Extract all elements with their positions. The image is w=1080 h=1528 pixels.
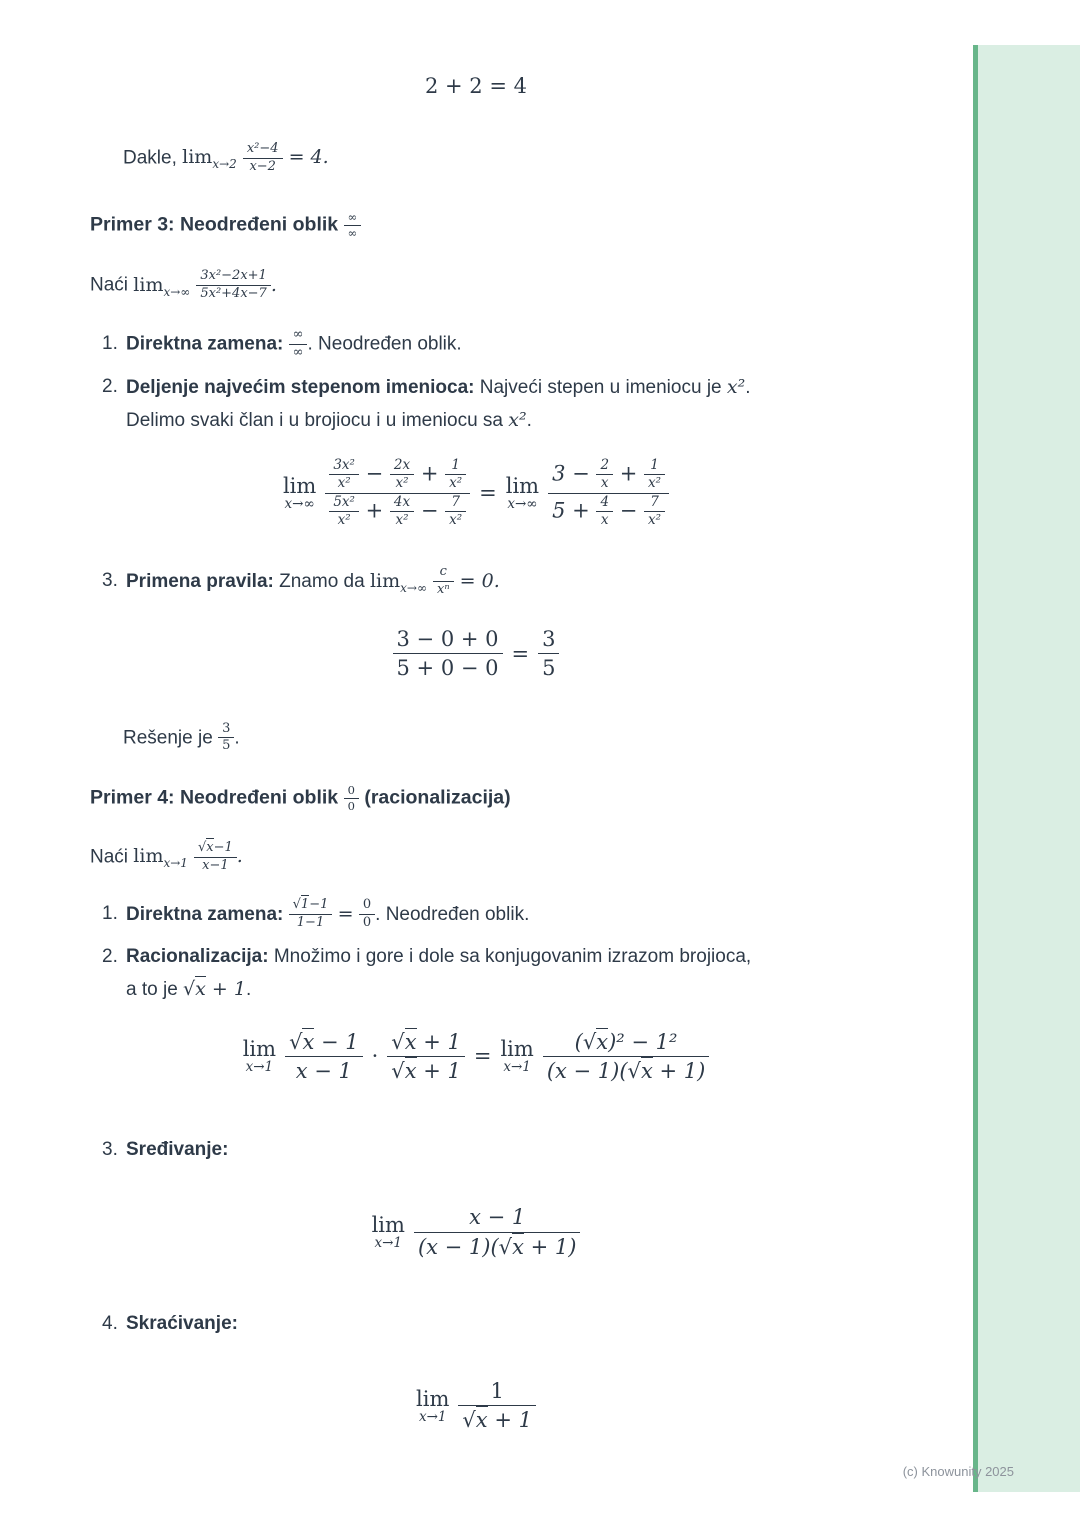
dakle-math bbox=[182, 141, 329, 174]
sqrt-icon: √ bbox=[462, 1408, 476, 1433]
math-op: + bbox=[619, 461, 638, 486]
inline-fraction bbox=[218, 722, 234, 755]
lim-subscript: x→∞ bbox=[507, 495, 538, 512]
lim-subscript: x→1 bbox=[374, 1235, 403, 1252]
frac-den: x² bbox=[449, 475, 463, 492]
radicand: x bbox=[206, 839, 214, 855]
frac-num: 5x² bbox=[329, 495, 359, 513]
item-text: Množimo i gore i dole sa konjugovanim izrazom brojioca, bbox=[273, 945, 752, 967]
sqrt-group bbox=[293, 895, 310, 912]
radicand: x bbox=[195, 978, 206, 1001]
sqrt-group bbox=[583, 1028, 608, 1054]
frac-num: 0 bbox=[359, 898, 375, 915]
p4-list-item-2 bbox=[102, 941, 862, 1007]
list-number: 2. bbox=[102, 375, 118, 397]
math-term: + 1 bbox=[487, 1408, 532, 1433]
list-number: 1. bbox=[102, 333, 118, 355]
sqrt-icon: √ bbox=[582, 1029, 597, 1054]
list-number: 2. bbox=[102, 945, 118, 967]
p4-list-item-4 bbox=[102, 1308, 862, 1340]
sqrt-group bbox=[628, 1057, 653, 1083]
math-op: − bbox=[365, 461, 384, 486]
frac-num: 1 bbox=[644, 458, 665, 476]
lim-word: lim bbox=[505, 473, 540, 498]
nested-fraction bbox=[445, 495, 466, 529]
nested-fraction bbox=[596, 458, 613, 492]
lim-word: lim bbox=[416, 1386, 450, 1411]
zero-over-zero-fraction bbox=[344, 784, 359, 812]
math-term: + 1) bbox=[523, 1234, 577, 1259]
math-term: + 1) bbox=[652, 1058, 706, 1083]
nested-fraction bbox=[329, 495, 359, 529]
primer4-heading bbox=[90, 784, 862, 812]
inline-fraction bbox=[243, 142, 283, 175]
radicand: x bbox=[404, 1058, 417, 1083]
sqrt-group bbox=[183, 976, 206, 1000]
fraction-a bbox=[285, 1029, 363, 1085]
sqrt-group bbox=[391, 1028, 416, 1054]
naci-text: Naći bbox=[90, 274, 129, 296]
inline-fraction bbox=[433, 565, 454, 598]
frac-den: 5x²+4x−7 bbox=[200, 286, 267, 302]
math-op: + bbox=[365, 498, 384, 523]
radicand: x bbox=[640, 1058, 653, 1083]
list-item-text bbox=[126, 1308, 862, 1340]
equals-four: = 4. bbox=[288, 146, 329, 169]
item-bold-label: Direktna zamena: bbox=[126, 333, 284, 355]
lim-word: lim bbox=[182, 146, 213, 169]
frac-num: 2x bbox=[390, 458, 414, 476]
x-squared: x² bbox=[508, 409, 527, 432]
sqrt-icon: √ bbox=[289, 1029, 303, 1054]
frac-den bbox=[543, 1057, 709, 1084]
frac-den: 0 bbox=[347, 799, 355, 814]
lim-word: lim bbox=[133, 845, 164, 868]
lim-subscript: x→∞ bbox=[163, 284, 191, 299]
frac-num: 4x bbox=[390, 495, 414, 513]
frac-den bbox=[548, 494, 669, 529]
frac-den bbox=[458, 1406, 536, 1433]
naci4-paragraph bbox=[90, 841, 862, 874]
frac-den: 0 bbox=[362, 915, 372, 931]
display-formula-final bbox=[90, 1378, 862, 1434]
math-op: + bbox=[420, 461, 439, 486]
nested-fraction bbox=[329, 458, 359, 492]
frac-num bbox=[325, 458, 470, 494]
sqrt-icon: √ bbox=[627, 1058, 641, 1083]
equals-zero: = 0. bbox=[459, 569, 500, 592]
primer4-heading-tail: (racionalizacija) bbox=[364, 786, 511, 809]
sqrt-icon: √ bbox=[391, 1058, 405, 1083]
equation-two-plus-two bbox=[90, 74, 862, 98]
period: . bbox=[236, 845, 243, 868]
frac-den: x² bbox=[337, 512, 351, 529]
inf-over-inf-fraction bbox=[344, 211, 362, 239]
equals-sign: = bbox=[473, 1044, 492, 1069]
lim-operator bbox=[416, 1388, 449, 1424]
frac-num: 4 bbox=[596, 495, 613, 513]
inline-fraction bbox=[194, 841, 237, 874]
p4-list-item-1 bbox=[102, 898, 862, 931]
display-formula-rationalization bbox=[90, 1029, 862, 1085]
frac-den: x − 1 bbox=[295, 1058, 352, 1083]
nested-fraction bbox=[390, 495, 414, 529]
item-bold-label: Direktna zamena: bbox=[126, 903, 284, 925]
radicand: 1 bbox=[300, 897, 310, 913]
frac-den: 5 bbox=[222, 738, 231, 754]
lim-subscript: x→1 bbox=[245, 1059, 274, 1076]
frac-den bbox=[414, 1233, 580, 1260]
frac-den: x² bbox=[337, 475, 351, 492]
frac-num bbox=[285, 1029, 363, 1057]
radicand: x bbox=[302, 1029, 315, 1054]
x-squared: x² bbox=[726, 375, 746, 398]
inline-fraction bbox=[289, 898, 333, 931]
fraction-b bbox=[387, 1029, 465, 1085]
item-tail-text: . Neodređen oblik. bbox=[307, 333, 462, 355]
lim-word: lim bbox=[369, 569, 401, 592]
math-term: + 1 bbox=[205, 978, 246, 1001]
frac-den bbox=[325, 494, 470, 529]
period: . bbox=[745, 376, 751, 398]
frac-num: 7 bbox=[644, 495, 665, 513]
math-term: )² − 1² bbox=[608, 1029, 678, 1054]
display-formula-evaluated bbox=[90, 626, 862, 682]
list-number: 1. bbox=[102, 902, 118, 924]
lim-word: lim bbox=[282, 473, 317, 498]
frac-num: 3x²−2x+1 bbox=[196, 269, 270, 286]
sqrt-icon: √ bbox=[292, 897, 301, 913]
math-term: − 1 bbox=[314, 1029, 359, 1054]
nested-fraction bbox=[390, 458, 414, 492]
frac-den: x−1 bbox=[202, 857, 229, 873]
fraction bbox=[414, 1204, 580, 1260]
fraction bbox=[458, 1378, 536, 1434]
item-bold-label: Sređivanje: bbox=[126, 1139, 229, 1161]
nested-fraction bbox=[644, 495, 665, 529]
list-number: 3. bbox=[102, 1139, 118, 1161]
list-number: 4. bbox=[102, 1312, 118, 1334]
frac-num: x − 1 bbox=[414, 1204, 580, 1232]
frac-den: x−2 bbox=[249, 158, 276, 174]
radicand: x bbox=[512, 1234, 524, 1259]
sqrt-icon: √ bbox=[391, 1029, 405, 1054]
sqrt-group bbox=[391, 1057, 416, 1083]
lim-subscript: x→∞ bbox=[400, 580, 427, 595]
math-term: 5 + bbox=[552, 498, 590, 523]
frac-num: 3 − 0 + 0 bbox=[393, 626, 503, 654]
sqrt-icon: √ bbox=[183, 978, 196, 1001]
naci3-math bbox=[133, 268, 277, 302]
equals-sign: = bbox=[337, 902, 354, 925]
lim-operator bbox=[500, 1038, 533, 1074]
inf-over-inf-fraction bbox=[289, 328, 308, 361]
frac-num: x²−4 bbox=[243, 142, 283, 159]
frac-den: ∞ bbox=[292, 344, 304, 360]
frac-num: 1 bbox=[458, 1378, 536, 1406]
sqrt-group bbox=[499, 1233, 524, 1259]
equation-text: 2 + 2 = 4 bbox=[425, 74, 527, 98]
equals-sign: = bbox=[479, 481, 497, 506]
sqrt-icon: √ bbox=[197, 839, 207, 855]
frac-num bbox=[548, 458, 669, 494]
frac-num bbox=[387, 1029, 465, 1057]
dakle-text: Dakle, bbox=[123, 147, 177, 169]
frac-num: 3 bbox=[538, 626, 559, 654]
naci3-paragraph bbox=[90, 269, 862, 302]
math-term: (x − 1)( bbox=[546, 1058, 628, 1083]
frac-num: 7 bbox=[445, 495, 466, 513]
lim-operator bbox=[372, 1214, 405, 1250]
nested-fraction bbox=[596, 495, 613, 529]
naci-text: Naći bbox=[90, 846, 129, 868]
sqrt-group bbox=[198, 838, 214, 855]
lim-operator bbox=[283, 475, 316, 511]
frac-num: 3x² bbox=[329, 458, 359, 476]
fraction-rhs bbox=[548, 458, 669, 529]
lim-operator bbox=[243, 1038, 276, 1074]
lim-word: lim bbox=[500, 1037, 534, 1062]
display-formula-divide-by-x2 bbox=[90, 458, 862, 529]
frac-den: x² bbox=[395, 475, 409, 492]
primer3-heading-text: Primer 3: Neodređeni oblik bbox=[90, 213, 339, 236]
frac-num bbox=[194, 841, 237, 858]
math-op: − bbox=[619, 498, 638, 523]
nested-fraction bbox=[644, 458, 665, 492]
frac-num bbox=[289, 898, 333, 915]
period: . bbox=[526, 410, 532, 432]
frac-den: 5 bbox=[542, 656, 556, 681]
list-item-text bbox=[126, 898, 862, 931]
radicand: x bbox=[475, 1408, 488, 1433]
frac-den bbox=[387, 1057, 465, 1084]
math-term: 3 − bbox=[552, 461, 590, 486]
frac-den: x² bbox=[395, 512, 409, 529]
list-item-text bbox=[126, 328, 862, 361]
item-bold-label: Racionalizacija: bbox=[126, 945, 269, 967]
frac-num: 1 bbox=[445, 458, 466, 476]
fraction-c bbox=[543, 1029, 709, 1085]
list-item-text bbox=[126, 941, 862, 1007]
item-bold-label: Primena pravila: bbox=[126, 570, 274, 592]
sqrt-group bbox=[289, 1028, 314, 1054]
list-item-text bbox=[126, 371, 862, 438]
frac-den: x bbox=[600, 512, 609, 529]
math-term: −1 bbox=[309, 897, 329, 913]
item-bold-label: Skraćivanje: bbox=[126, 1312, 238, 1334]
zero-over-zero-fraction bbox=[359, 898, 375, 931]
period: . bbox=[234, 726, 240, 748]
fraction-lhs bbox=[393, 626, 503, 682]
nested-fraction bbox=[445, 458, 466, 492]
resenje-text: Rešenje je bbox=[123, 726, 213, 748]
list-number: 3. bbox=[102, 569, 118, 591]
frac-den: x² bbox=[648, 512, 662, 529]
naci4-math bbox=[133, 839, 243, 873]
frac-den: x² bbox=[449, 512, 463, 529]
frac-den: x bbox=[600, 475, 609, 492]
sqrt-group bbox=[462, 1406, 487, 1432]
green-stripe bbox=[973, 45, 1080, 1492]
lim-subscript: x→1 bbox=[503, 1059, 531, 1076]
footer-credit: (c) Knowunity 2025 bbox=[902, 1464, 1014, 1479]
item-text-line2: Delimo svaki član i u brojiocu i u imeniocu sa bbox=[126, 410, 503, 432]
math-term: + 1 bbox=[416, 1029, 461, 1054]
math-term: −1 bbox=[213, 839, 233, 855]
fraction-rhs bbox=[538, 626, 559, 682]
item-text-line2: a to je bbox=[126, 979, 178, 1001]
primer4-heading-text: Primer 4: Neodređeni oblik bbox=[90, 786, 339, 809]
frac-num: 0 bbox=[344, 784, 359, 799]
lim-operator bbox=[506, 475, 539, 511]
lim-word: lim bbox=[371, 1212, 405, 1237]
inline-fraction bbox=[196, 269, 270, 302]
p3-list-item-2 bbox=[102, 371, 862, 438]
frac-num: ∞ bbox=[344, 211, 362, 226]
frac-den: ∞ bbox=[347, 225, 358, 240]
frac-num: 3 bbox=[218, 722, 234, 739]
lim-word: lim bbox=[133, 273, 164, 296]
resenje-paragraph bbox=[123, 722, 862, 755]
period: . bbox=[245, 979, 252, 1001]
equals-sign: = bbox=[511, 641, 530, 666]
frac-num: c bbox=[433, 565, 454, 582]
frac-den: xⁿ bbox=[437, 582, 450, 598]
item-text: Najveći stepen u imeniocu je bbox=[479, 376, 722, 398]
primer3-heading bbox=[90, 211, 862, 239]
frac-num bbox=[543, 1029, 709, 1057]
cdot-sign: · bbox=[371, 1044, 379, 1069]
dakle-paragraph bbox=[123, 142, 862, 175]
radicand: x bbox=[596, 1029, 609, 1054]
frac-den: x² bbox=[648, 475, 662, 492]
math-term: + 1 bbox=[416, 1058, 461, 1083]
list-item-text bbox=[126, 1134, 862, 1166]
frac-num: ∞ bbox=[289, 328, 308, 345]
p4-list-item-3 bbox=[102, 1134, 862, 1166]
frac-den: 1−1 bbox=[296, 915, 325, 931]
lim-word: lim bbox=[242, 1037, 277, 1062]
frac-den: 5 + 0 − 0 bbox=[396, 656, 499, 681]
math-term: (x − 1)( bbox=[417, 1234, 499, 1259]
fraction-lhs bbox=[325, 458, 470, 529]
frac-num: 2 bbox=[596, 458, 613, 476]
lim-subscript: x→2 bbox=[212, 157, 237, 172]
radicand: x bbox=[404, 1029, 417, 1054]
sqrt-expression bbox=[183, 976, 246, 1000]
sqrt-icon: √ bbox=[498, 1234, 513, 1259]
lim-subscript: x→∞ bbox=[284, 495, 315, 512]
display-formula-simplified bbox=[90, 1204, 862, 1260]
item-bold-label: Deljenje najvećim stepenom imenioca: bbox=[126, 376, 475, 398]
p3-list-item-1 bbox=[102, 328, 862, 361]
list-item-text bbox=[126, 565, 862, 598]
math-op: − bbox=[420, 498, 439, 523]
math-term: ( bbox=[574, 1029, 583, 1054]
rule-math bbox=[369, 564, 500, 598]
p3-list-item-3 bbox=[102, 565, 862, 598]
item-text: Znamo da bbox=[279, 570, 365, 592]
lim-subscript: x→1 bbox=[418, 1408, 447, 1425]
lim-subscript: x→1 bbox=[163, 855, 188, 870]
period: . bbox=[270, 273, 277, 296]
document-content bbox=[90, 66, 862, 1434]
item-tail-text: . Neodređen oblik. bbox=[375, 903, 530, 925]
